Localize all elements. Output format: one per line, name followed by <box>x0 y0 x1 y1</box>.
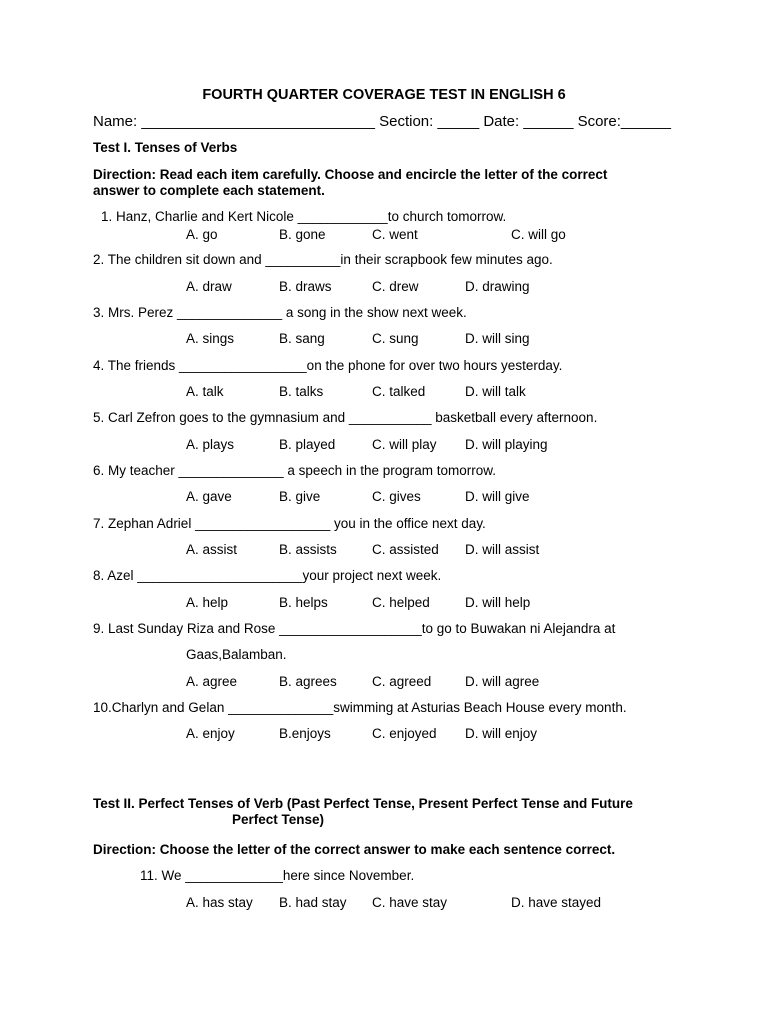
option-d[interactable]: D. will agree <box>465 674 540 689</box>
question-10: 10.Charlyn and Gelan ______________swimming at Asturias Beach House every month. <box>93 700 627 715</box>
option-b[interactable]: B. give <box>279 489 321 504</box>
test1-direction-line1: Direction: Read each item carefully. Choose and encircle the letter of the correct <box>93 167 608 182</box>
option-b[interactable]: B. had stay <box>279 895 347 910</box>
option-a[interactable]: A. go <box>186 227 218 242</box>
option-c[interactable]: C. have stay <box>372 895 448 910</box>
option-a[interactable]: A. has stay <box>186 895 253 910</box>
option-b[interactable]: B. assists <box>279 542 337 557</box>
test2-direction: Direction: Choose the letter of the correct answer to make each sentence correct. <box>93 842 616 857</box>
option-a[interactable]: A. enjoy <box>186 726 235 741</box>
option-d[interactable]: D. have stayed <box>511 895 602 910</box>
option-d[interactable]: D. will assist <box>465 542 540 557</box>
question-2: 2. The children sit down and __________in their scrapbook few minutes ago. <box>93 252 553 267</box>
option-b[interactable]: B. played <box>279 437 336 452</box>
option-a[interactable]: A. draw <box>186 279 232 294</box>
test1-heading: Test I. Tenses of Verbs <box>93 140 238 155</box>
option-d[interactable]: D. will enjoy <box>465 726 538 741</box>
question-1: 1. Hanz, Charlie and Kert Nicole ____________to church tomorrow. <box>101 209 507 224</box>
option-d[interactable]: D. will give <box>465 489 530 504</box>
question-8: 8. Azel ______________________your project next week. <box>93 568 442 583</box>
option-b[interactable]: B. gone <box>279 227 326 242</box>
option-a[interactable]: A. agree <box>186 674 238 689</box>
option-c[interactable]: C. agreed <box>372 674 432 689</box>
option-c[interactable]: C. drew <box>372 279 419 294</box>
test2-heading-line1: Test II. Perfect Tenses of Verb (Past Perfect Tense, Present Perfect Tense and Future <box>93 796 633 811</box>
option-c[interactable]: C. talked <box>372 384 426 399</box>
option-d[interactable]: D. will talk <box>465 384 526 399</box>
option-d[interactable]: C. will go <box>511 227 566 242</box>
option-a[interactable]: A. plays <box>186 437 235 452</box>
option-a[interactable]: A. sings <box>186 331 235 346</box>
question-3: 3. Mrs. Perez ______________ a song in the show next week. <box>93 305 467 320</box>
option-c[interactable]: C. went <box>372 227 418 242</box>
option-b[interactable]: B. helps <box>279 595 328 610</box>
question-7: 7. Zephan Adriel __________________ you in the office next day. <box>93 516 486 531</box>
question-9: 9. Last Sunday Riza and Rose ___________________to go to Buwakan ni Alejandra at <box>93 621 616 636</box>
option-c[interactable]: C. sung <box>372 331 419 346</box>
option-b[interactable]: B. draws <box>279 279 332 294</box>
option-b[interactable]: B.enjoys <box>279 726 331 741</box>
option-d[interactable]: D. will help <box>465 595 531 610</box>
page-title: FOURTH QUARTER COVERAGE TEST IN ENGLISH 6 <box>202 87 566 103</box>
option-a[interactable]: A. gave <box>186 489 232 504</box>
option-a[interactable]: A. help <box>186 595 229 610</box>
test2-heading-line2: Perfect Tense) <box>232 812 325 827</box>
option-a[interactable]: A. assist <box>186 542 238 557</box>
option-d[interactable]: D. will sing <box>465 331 530 346</box>
question-9-continued: Gaas,Balamban. <box>186 647 287 662</box>
question-6: 6. My teacher ______________ a speech in the program tomorrow. <box>93 463 497 478</box>
question-5: 5. Carl Zefron goes to the gymnasium and ___________ basketball every afternoon. <box>93 410 598 425</box>
option-c[interactable]: C. helped <box>372 595 430 610</box>
option-b[interactable]: B. agrees <box>279 674 337 689</box>
question-11: 11. We _____________here since November. <box>140 868 415 883</box>
test1-direction-line2: answer to complete each statement. <box>93 183 325 198</box>
option-c[interactable]: C. enjoyed <box>372 726 437 741</box>
option-a[interactable]: A. talk <box>186 384 224 399</box>
option-b[interactable]: B. sang <box>279 331 325 346</box>
option-c[interactable]: C. will play <box>372 437 437 452</box>
option-b[interactable]: B. talks <box>279 384 324 399</box>
option-c[interactable]: C. gives <box>372 489 421 504</box>
student-info-line: Name: ____________________________ Section: _____ Date: ______ Score:______ <box>93 113 671 130</box>
option-d[interactable]: D. will playing <box>465 437 548 452</box>
option-d[interactable]: D. drawing <box>465 279 530 294</box>
question-4: 4. The friends _________________on the phone for over two hours yesterday. <box>93 358 563 373</box>
option-c[interactable]: C. assisted <box>372 542 439 557</box>
